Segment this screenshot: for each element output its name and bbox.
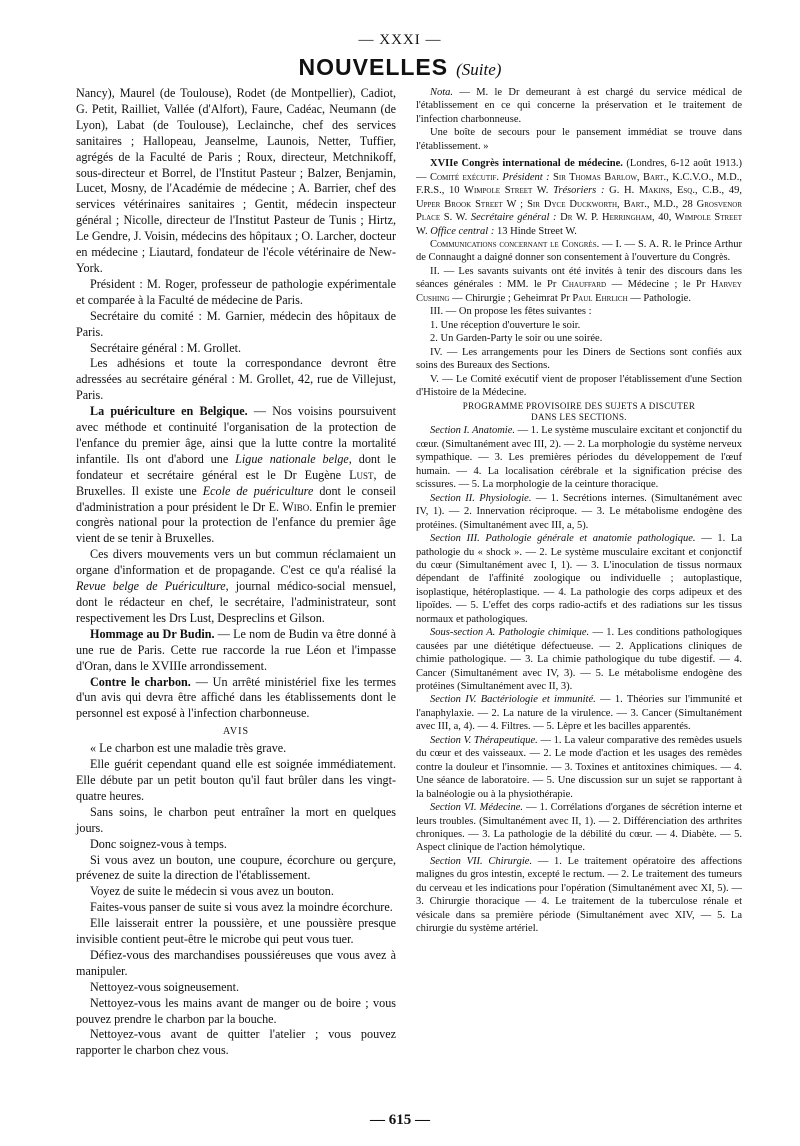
- text: — 1. La pathologie du « shock ». — 2. Le système musculaire excitant et conjonctif du cœur (Simultanément avec I, 1). — 3. L'inoculation de tissus normaux dépendant de l'affinité zoologique ou individuelle ; autoplastique, isoplastique, hétéroplastique. — 4. La pathologie des corps adipeux et des lipoïdes. — 5. L'effet des corps radio-actifs et des radiations sur les tissus normaux et pathologiques.: [416, 533, 743, 625]
- avis-line-1: « Le charbon est une maladie très grave.: [90, 741, 287, 756]
- label-section-7: Section VII. Chirurgie.: [430, 855, 533, 867]
- label-secretaire: Secrétaire général :: [470, 212, 557, 224]
- section-4: [416, 693, 742, 733]
- heading-charbon: Contre le charbon.: [90, 674, 191, 689]
- left-column: [76, 86, 396, 1059]
- section-6: [416, 801, 742, 855]
- label-section-1: Section I. Anatomie.: [430, 425, 515, 437]
- text: — Un arrêté ministériel fixe les termes d'un avis qui devra être affiché dans les établissements dont le personnel est exposé à l'infection charbonneuse.: [76, 674, 397, 721]
- label-comite: Comité exécutif.: [429, 171, 499, 183]
- text: — 1. Le traitement opératoire des affections malignes du gros intestin, excepté le rectum. — 2. Le traitement des tumeurs du cerveau et les indications pour l'opération (Simultanément avec XI, 5). — 3. Chirurgie thoracique — 4. Le traitement de la tuberculose rénale et vésicale dans sa première période (Simultanément avec XIV, — 5. La chirurgie du système artériel.: [416, 855, 743, 935]
- paragraph-members: Nancy), Maurel (de Toulouse), Rodet (de Montpellier), Cadiot, G. Petit, Railliet, Vallée (d'Alfort), Faure, Cadéac, Neumann (de Lyon), Labat (de Toulouse), Leclainche, chef des services sanitaires ; Hallopeau, Jeanselme, Launois, Netter, Tuffier, agrégés de la Faculté de Paris ; Roux, directeur, Metchnikoff, sous-directeur et Borrel, de l'Institut Pasteur ; Balzer, Benjamin, Lucet, Mosny, de l'Académie de médecine ; A. Barrier, chef des services vétérinaires sanitaires ; Gentit, médecin inspecteur général ; Nicolle, directeur de l'Institut Pasteur de Tunis ; Hirtz, Le Gendre, J. Voisin, médecins des hôpitaux ; O. Larcher, docteur en médecine ; Liautard, fondateur de l'école vétérinaire de New-York.: [76, 86, 396, 275]
- text: , dont le fondateur et secrétaire général est le Dr Eugène: [76, 451, 397, 482]
- paragraph-president: Président : M. Roger, professeur de pathologie expérimentale et comparée à la Faculté de médecine de Paris.: [76, 276, 396, 307]
- heading-communications: Communications concernant le Congrès.: [430, 238, 600, 250]
- avis-line-10: Nettoyez-vous soigneusement.: [90, 979, 240, 994]
- label-president: Président :: [499, 171, 550, 183]
- italic-ecole: Ecole de puériculture: [202, 483, 314, 498]
- text: Sir Thomas Barlow, Bart., K.C.V.O., M.D., F.R.S., 10 Wimpole Street W.: [416, 171, 742, 197]
- name-lust: Lust: [349, 467, 374, 482]
- paragraph-puericulture: [76, 404, 396, 547]
- avis-line-4: Donc soignez-vous à temps.: [90, 836, 227, 851]
- text: Dr W. P. Herringham, 40, Wimpole Street W.: [416, 212, 743, 237]
- paragraph-nota: [416, 86, 742, 126]
- page-number: — 615 —: [370, 1112, 430, 1128]
- text: . Enfin le premier congrès national pour la protection de l'enfance du premier âge vient de se tenir à Bruxelles.: [76, 499, 396, 546]
- text: (Londres, 6-12 août 1913.) —: [416, 158, 742, 183]
- subsection-3a: [416, 626, 742, 693]
- paragraph-general-secretary: Secrétaire général : M. Grollet.: [90, 340, 242, 355]
- text: dont le conseil d'administration a pour président le Dr: [76, 483, 397, 514]
- heading-congres: XVIIe Congrès international de médecine.: [430, 158, 623, 170]
- text: 13 Hinde Street W.: [494, 225, 577, 237]
- section-5: [416, 734, 742, 801]
- text: — Médecine ; le Pr: [606, 279, 711, 291]
- text: , de Bruxelles. Il existe une: [76, 467, 397, 498]
- heading-puericulture: La puériculture en Belgique.: [90, 404, 248, 419]
- label-nota: Nota.: [430, 87, 454, 98]
- paragraph-congres: [416, 157, 742, 238]
- section-1: [416, 424, 742, 491]
- paragraph-iii: III. — On propose les fêtes suivantes :: [430, 306, 592, 318]
- paragraph-correspondence: Les adhésions et toute la correspondance devront être adressées au secrétaire général : M. Grollet, 42, rue de Villejust, Paris.: [76, 356, 396, 403]
- italic-ligue: Ligue nationale belge: [235, 451, 349, 466]
- avis-line-2: Elle guérit cependant quand elle est soignée immédiatement. Elle débute par un petit bouton qu'il faut brûler dans les vingt-quatre heures.: [76, 757, 396, 803]
- title-nouvelles: NOUVELLES: [298, 54, 449, 80]
- paragraph-revue: [76, 547, 396, 627]
- text: — I. — S. A. R. le Prince Arthur de Connaught a daigné donner son consentement à l'ouverture du Congrès.: [416, 238, 742, 264]
- paragraph-budin: [76, 627, 396, 675]
- right-column: [416, 86, 742, 936]
- italic-revue: Revue belge de Puériculture: [76, 579, 226, 594]
- name-cushing: Harvey Cushing: [416, 279, 742, 304]
- text: — 1. Les conditions pathologiques causées par une diététique défectueuse. — 2. Applications cliniques de chimie pathologique. — 3. La chimie pathologique du tube digestif. — 4. Cancer (Simultanément avec IV, 3). — 5. Le métabolisme endogène des protéines (Simultanément avec II, 3).: [416, 627, 742, 693]
- avis-line-8: Elle laisserait entrer la poussière, et une poussière presque invisible contient peut-être le microbe qui peut vous tuer.: [76, 916, 396, 947]
- text: — Nos voisins poursuivent avec méthode et continuité l'organisation de la protection de l'enfance du premier âge, ainsi que la lutte contre la mortalité infantile. Ils ont d'abord une: [76, 404, 396, 466]
- avis-line-7: Faites-vous panser de suite si vous avez la moindre écorchure.: [90, 900, 393, 915]
- paragraph-iv: IV. — Les arrangements pour les Diners de Sections sont confiés aux soins des Bureaux des Sections.: [416, 346, 742, 372]
- text: — 1. Le système musculaire excitant et conjonctif du cœur. (Simultanément avec III, 2). — 2. La morphologie du système nerveux sympathique. — 3. Les premières périodes du développement de l'œuf humain. — 4. La localisation cérébrale et la signification précise des scissures. — 5. La morphologie de la ceinture thoracique.: [416, 425, 742, 491]
- text: — Pathologie.: [627, 292, 691, 304]
- text: , journal médico-social mensuel, dont le rédacteur en chef, le secrétaire, l'administrateur, sont respectivement les Drs Lust, Despreclins et Gilson.: [76, 579, 397, 625]
- heading-budin: Hommage au Dr Budin.: [90, 626, 215, 641]
- label-section-2: Section II. Physiologie.: [430, 492, 532, 504]
- text: — M. le Dr demeurant à est chargé du service médical de l'établissement en ce qui concerne la préservation et le traitement de l'infection charbonneuse.: [416, 87, 742, 125]
- avis-line-5: Si vous avez un bouton, une coupure, écorchure ou gerçure, prévenez de suite la direction de l'établissement.: [76, 852, 396, 883]
- section-7: [416, 855, 742, 936]
- name-wibo: E. Wibo: [268, 499, 310, 514]
- paragraph-iii-1: 1. Une réception d'ouverture le soir.: [430, 319, 581, 331]
- label-section-6: Section VI. Médecine.: [430, 802, 524, 814]
- paragraph-boite: Une boîte de secours pour le pansement immédiat se trouve dans l'établissement. »: [416, 127, 742, 152]
- label-office: Office central :: [430, 225, 495, 237]
- text: — 1. Corrélations d'organes de sécrétion interne et leurs troubles. (Simultanément avec II, 1). — 2. Différenciation des arthrites chroniques. — 3. La pathologie de la débilité du cœur. — 4. Diabète. — 5. Aspect clinique de l'action hémolytique.: [416, 802, 742, 854]
- text: DANS LES SECTIONS.: [531, 412, 627, 423]
- text: PROGRAMME PROVISOIRE DES SUJETS A DISCUTER: [462, 401, 696, 412]
- label-subsection-3a: Sous-section A. Pathologie chimique.: [430, 627, 590, 639]
- avis-line-9: Défiez-vous des marchandises poussiéreuses que vous avez à manipuler.: [76, 947, 396, 978]
- label-section-3: Section III. Pathologie générale et anatomie pathologique.: [430, 533, 696, 545]
- page-roman-numeral: — XXXI —: [358, 32, 442, 48]
- avis-line-12: Nettoyez-vous avant de quitter l'atelier ; vous pouvez rapporter le charbon chez vous.: [76, 1027, 396, 1058]
- text: — 1. Théories sur l'immunité et l'anaphylaxie. — 2. La nature de la virulence. — 3. Cancer (Simultanément avec III, a, 4). — 4. Filtres. — 5. Lèpre et les bacilles apparentés.: [416, 694, 742, 733]
- label-tresoriers: Trésoriers :: [553, 185, 605, 197]
- label-section-4: Section IV. Bactériologie et immunité.: [430, 694, 596, 706]
- paragraph-committee-secretary: Secrétaire du comité : M. Garnier, médecin des hôpitaux de Paris.: [76, 308, 396, 339]
- heading-programme: [416, 401, 742, 423]
- text: — 1. Secrétions internes. (Simultanément avec IV, 1). — 2. Innervation réciproque. — 3. Le métabolisme endogène des protéines. (Simultanément avec III, a, 5).: [416, 492, 742, 531]
- text: II. — Les savants suivants ont été invités à tenir des discours dans les séances générales : MM. le Pr: [416, 265, 742, 291]
- paragraph-v: V. — Le Comité exécutif vient de proposer l'établissement d'une Section d'Histoire de la Médecine.: [416, 373, 742, 398]
- avis-line-3: Sans soins, le charbon peut entraîner la mort en quelques jours.: [76, 804, 396, 835]
- section-2: [416, 492, 742, 532]
- text: — Le nom de Budin va être donné à une rue de Paris. Cette rue raccorde la rue Léon et l'impasse d'Oran, dans le XVIIIe arrondissement.: [76, 626, 396, 673]
- page-title: [0, 54, 800, 81]
- avis-line-11: Nettoyez-vous les mains avant de manger ou de boire ; vous pouvez prendre le charbon par la bouche.: [76, 995, 396, 1026]
- label-section-5: Section V. Thérapeutique.: [430, 734, 538, 746]
- paragraph-communications: [416, 238, 742, 265]
- text: Ces divers mouvements vers un but commun réclamaient un organe d'information et de propagande. C'est ce qu'a réalisé la: [76, 547, 396, 578]
- section-3: [416, 532, 742, 626]
- text: — 1. La valeur comparative des remèdes usuels du cœur et des vaisseaux. — 2. Le mode d'action et les usages des remèdes contre la douleur et l'insomnie. — 3. Toxines et antitoxines chimiques. — 4. Une séance de laboratoire. — 5. Une discussion sur un sujet se rapportant à la balnéologie ou à la physiothérapie.: [416, 734, 742, 800]
- title-suite: (Suite): [456, 60, 502, 79]
- paragraph-ii: [416, 265, 742, 305]
- avis-line-6: Voyez de suite le médecin si vous avez un bouton.: [90, 884, 334, 899]
- text: — Chirurgie ; Geheimrat Pr: [449, 292, 573, 304]
- paragraph-iii-2: 2. Un Garden-Party le soir ou une soirée.: [430, 333, 603, 345]
- heading-avis: AVIS: [222, 726, 250, 738]
- paragraph-charbon: [76, 675, 396, 723]
- name-ehrlich: Paul Ehrlich: [572, 292, 628, 304]
- name-chauffard: Chauffard: [561, 279, 607, 291]
- text: G. H. Makins, Esq., C.B., 49, Upper Brook Street W ; Sir Dyce Duckworth, Bart., M.D., 28 Grosvenor Place S. W.: [416, 185, 743, 224]
